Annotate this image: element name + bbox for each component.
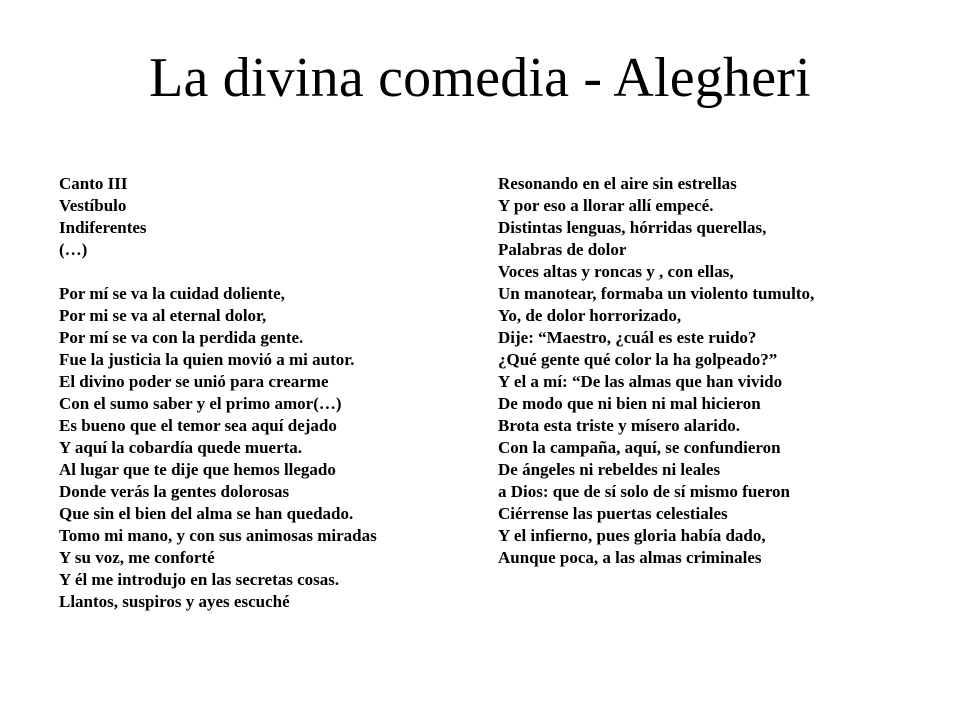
text-line: Canto III <box>59 174 128 193</box>
slide-title: La divina comedia - Alegheri <box>149 47 811 109</box>
text-line: Dije: “Maestro, ¿cuál es este ruido? <box>498 328 757 347</box>
text-line: Y por eso a llorar allí empecé. <box>498 196 714 215</box>
text-line: Con la campaña, aquí, se confundieron <box>498 438 781 457</box>
text-line: De ángeles ni rebeldes ni leales <box>498 460 721 479</box>
text-line: Por mí se va la cuidad doliente, <box>59 284 285 303</box>
text-line: Un manotear, formaba un violento tumulto, <box>498 284 815 303</box>
right-text-column <box>498 173 918 569</box>
text-line: El divino poder se unió para crearme <box>59 372 329 391</box>
text-line: Y el a mí: “De las almas que han vivido <box>498 372 783 391</box>
text-line: De modo que ni bien ni mal hicieron <box>498 394 761 413</box>
text-line: Con el sumo saber y el primo amor(…) <box>59 394 342 413</box>
blank-line <box>59 261 459 283</box>
text-line: Resonando en el aire sin estrellas <box>498 174 737 193</box>
text-line: Y el infierno, pues gloria había dado, <box>498 526 766 545</box>
text-line: Distintas lenguas, hórridas querellas, <box>498 218 767 237</box>
text-line: a Dios: que de sí solo de sí mismo fueron <box>498 482 791 501</box>
text-line: Tomo mi mano, y con sus animosas miradas <box>59 526 377 545</box>
text-line: Por mí se va con la perdida gente. <box>59 328 304 347</box>
text-line: Aunque poca, a las almas criminales <box>498 548 762 567</box>
text-line: Palabras de dolor <box>498 240 627 259</box>
text-line: Voces altas y roncas y , con ellas, <box>498 262 734 281</box>
text-line: Es bueno que el temor sea aquí dejado <box>59 416 337 435</box>
text-line: Donde verás la gentes dolorosas <box>59 482 290 501</box>
text-line: Al lugar que te dije que hemos llegado <box>59 460 336 479</box>
text-line: Por mi se va al eternal dolor, <box>59 306 267 325</box>
text-line: Llantos, suspiros y ayes escuché <box>59 592 290 611</box>
text-line: Que sin el bien del alma se han quedado. <box>59 504 354 523</box>
text-line: Y su voz, me conforté <box>59 548 215 567</box>
text-line: Y él me introdujo en las secretas cosas. <box>59 570 340 589</box>
text-line: Brota esta triste y mísero alarido. <box>498 416 741 435</box>
text-line: Ciérrense las puertas celestiales <box>498 504 728 523</box>
text-line: Indiferentes <box>59 218 147 237</box>
text-line: (…) <box>59 240 88 259</box>
text-line: Y aquí la cobardía quede muerta. <box>59 438 303 457</box>
text-line: Yo, de dolor horrorizado, <box>498 306 682 325</box>
text-line: Fue la justicia la quien movió a mi autor. <box>59 350 355 369</box>
text-line: Vestíbulo <box>59 196 127 215</box>
text-line: ¿Qué gente qué color la ha golpeado?” <box>498 350 778 369</box>
left-text-column <box>59 173 459 613</box>
